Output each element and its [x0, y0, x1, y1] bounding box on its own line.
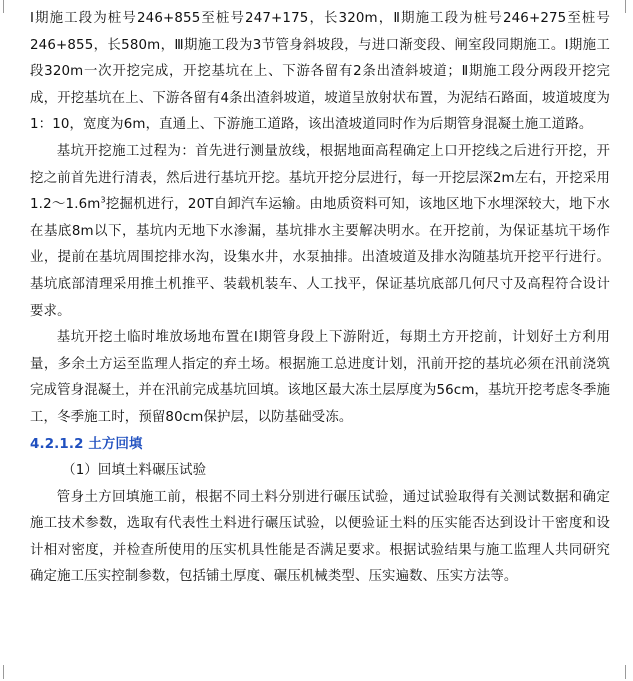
section-heading: 4.2.1.2 土方回填 [30, 436, 143, 452]
subsection-heading: （1）回填土料碾压试验 [62, 463, 207, 479]
paragraph-excavation-text-b: 挖掘机进行，20T自卸汽车运输。由地质资料可知，该地区地下水埋深较大，地下水在基底8m以下，基坑内无地下水渗漏，基坑排水主要解决明水。在开挖前，为保证基坑干场作业，提前在基坑周围挖排水沟，设集水井，水泵抽排。出渣坡道及排水沟随基坑开挖平行进行。基坑底部清理采用推土机推平、装载机装车、人工找平，保证基坑底部几何尺寸及高程符合设计要求。 [30, 197, 611, 319]
crop-mark-top-left [3, 0, 4, 13]
paragraph-temporary-stockpile: 基坑开挖土临时堆放场地布置在Ⅰ期管身段上下游附近，每期土方开挖前，计划好土方利用量，多余土方运至监理人指定的弃土场。根据施工总进度计划，汛前开挖的基坑必须在汛前浇筑完成管身混凝土，并在汛前完成基坑回填。该地区最大冻土层厚度为56cm，基坑开挖考虑冬季施工，冬季施工时，预留80cm保护层，以防基础受冻。 [30, 330, 610, 425]
paragraph-construction-stages: Ⅰ期施工段为桩号246+855至桩号247+175，长320m，Ⅱ期施工段为桩号246+275至桩号246+855，长580m，Ⅲ期施工段为3节管身斜坡段，与进口渐变段、闸室段同期施工。Ⅰ期施工段320m一次开挖完成，开挖基坑在上、下游各留有2条出渣斜坡道；Ⅱ期施工段分两段开挖完成，开挖基坑在上、下游各留有4条出渣斜坡道，坡道呈放射状布置，为泥结石路面，坡道坡度为1：10，宽度为6m，直通上、下游施工道路，该出渣坡道同时作为后期管身混凝土施工道路。 [30, 11, 610, 133]
crop-mark-bottom-right [625, 665, 626, 679]
crop-mark-top-right [625, 0, 626, 13]
crop-mark-bottom-left [3, 665, 4, 679]
paragraph-excavation-text-a: 基坑开挖施工过程为：首先进行测量放线，根据地面高程确定上口开挖线之后进行开挖，开挖之前首先进行清表，然后进行基坑开挖。基坑开挖分层进行，每一开挖层深2m左右，开挖采用1.2～1.6m [30, 143, 610, 213]
superscript-cubic: 3 [100, 195, 106, 205]
document-body [30, 6, 610, 591]
paragraph-excavation-process [30, 139, 610, 325]
paragraph-compaction-test: 管身土方回填施工前，根据不同土料分别进行碾压试验，通过试验取得有关测试数据和确定施工技术参数，选取有代表性土料进行碾压试验，以便验证土料的压实能否达到设计干密度和设计相对密度，并检查所使用的压实机具性能是否满足要求。根据试验结果与施工监理人共同研究确定施工压实控制参数，包括铺土厚度、碾压机械类型、压实遍数、压实方法等。 [30, 489, 610, 585]
